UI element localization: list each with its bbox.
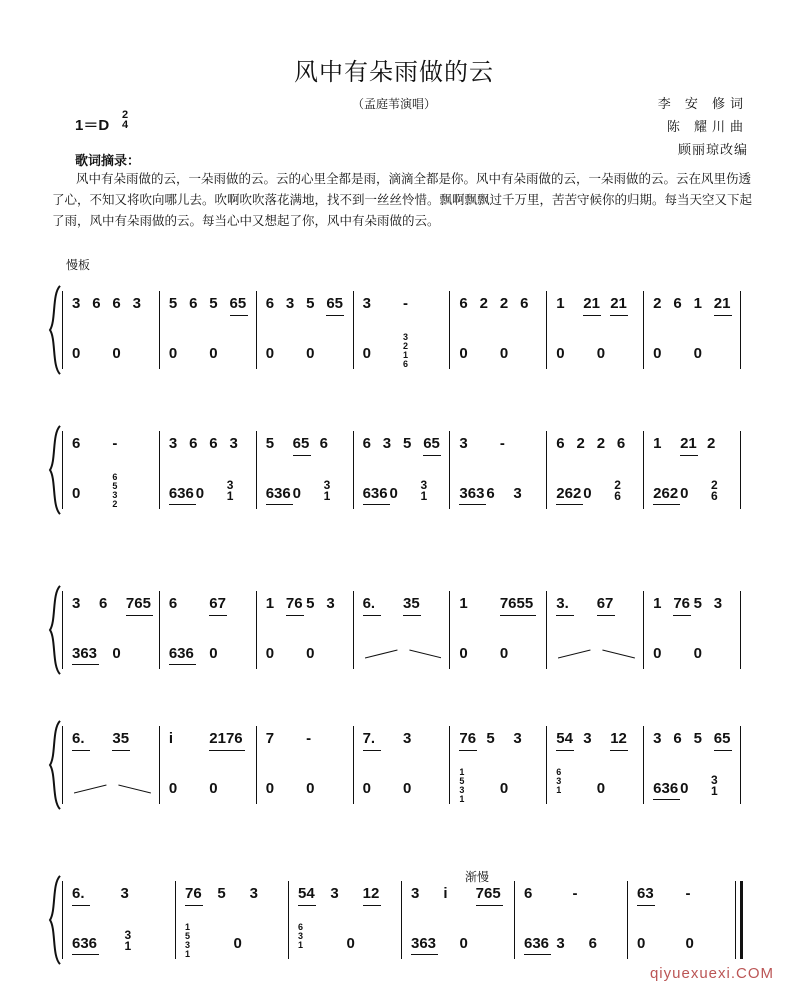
arranger-credit: 顾丽琼改编 bbox=[677, 143, 748, 158]
beam bbox=[286, 615, 304, 616]
top-note: 5 bbox=[693, 730, 702, 747]
bottom-note: 0 bbox=[292, 485, 301, 502]
chord-stack: 1 5 3 1 bbox=[185, 922, 191, 959]
beam bbox=[597, 615, 615, 616]
key-signature: 1＝D bbox=[75, 117, 110, 134]
barline bbox=[546, 591, 547, 669]
barline bbox=[288, 881, 289, 959]
top-note: 12 bbox=[362, 885, 380, 902]
bottom-note: 363 bbox=[411, 935, 437, 952]
bottom-note: 0 bbox=[72, 345, 81, 362]
barline bbox=[353, 291, 354, 369]
top-note: 7 bbox=[265, 730, 275, 747]
beam bbox=[459, 504, 486, 505]
top-note: 6 bbox=[524, 885, 533, 902]
top-note: 21 bbox=[713, 295, 731, 312]
bottom-note: 0 bbox=[459, 345, 468, 362]
top-note: 6 bbox=[92, 295, 101, 312]
top-note: 3 bbox=[653, 730, 662, 747]
composer-credit: 陈 耀川曲 bbox=[666, 120, 748, 135]
top-note: 65 bbox=[229, 295, 247, 312]
beam bbox=[230, 315, 248, 316]
top-note: 1 bbox=[693, 295, 702, 312]
bottom-note: 0 bbox=[209, 345, 218, 362]
bottom-note: 0 bbox=[112, 345, 121, 362]
beam bbox=[293, 455, 311, 456]
bottom-note: 0 bbox=[653, 645, 662, 662]
bottom-note: 3 bbox=[556, 935, 565, 952]
bottom-note: 0 bbox=[306, 645, 315, 662]
top-note: 35 bbox=[403, 595, 420, 612]
top-note: 6 bbox=[556, 435, 565, 452]
barline bbox=[159, 726, 160, 804]
score-system bbox=[48, 285, 748, 375]
bottom-note: 636 bbox=[168, 485, 194, 502]
top-note: 67 bbox=[596, 595, 614, 612]
bottom-note: 0 bbox=[459, 645, 468, 662]
top-note: 6. bbox=[72, 885, 85, 902]
beam bbox=[476, 905, 503, 906]
top-note: 6 bbox=[319, 435, 328, 452]
bottom-note: 0 bbox=[499, 345, 509, 362]
beam bbox=[583, 315, 601, 316]
bottom-note: 0 bbox=[403, 780, 412, 797]
lyrics-excerpt: 风中有朵雨做的云，一朵雨做的云。云的心里全都是雨，滴滴全都是你。风中有朵雨做的云，一朵雨做的云。云在风里伤透了心，不知又将吹向哪儿去。吹啊吹吹落花满地，找不到一丝丝怜惜。飘啊飘飘过千万里，苦苦守候你的归期。每当天空又下起了雨，风中有朵雨做的云。每当心中又想起了你，风中有朵雨做的云。 bbox=[52, 171, 753, 228]
score-system bbox=[48, 875, 748, 965]
bottom-note: 0 bbox=[306, 345, 315, 362]
beam bbox=[72, 750, 90, 751]
bottom-note: 636 bbox=[653, 780, 679, 797]
bottom-note: 0 bbox=[685, 935, 694, 952]
top-note: 65 bbox=[292, 435, 310, 452]
beam bbox=[459, 750, 477, 751]
bottom-note: 0 bbox=[499, 780, 509, 797]
beam bbox=[637, 905, 655, 906]
beam bbox=[423, 455, 441, 456]
bottom-note: 0 bbox=[653, 345, 662, 362]
watermark: qiyuexuexi.COM bbox=[649, 965, 774, 982]
beam bbox=[363, 905, 381, 906]
beam bbox=[209, 750, 245, 751]
top-note: 3 bbox=[713, 595, 723, 612]
barline bbox=[643, 726, 644, 804]
bottom-note: 0 bbox=[637, 935, 646, 952]
top-note: 6 bbox=[209, 435, 218, 452]
top-note: 3 bbox=[72, 295, 81, 312]
top-note: 6 bbox=[520, 295, 529, 312]
top-note: 765 bbox=[125, 595, 151, 612]
beam bbox=[363, 750, 381, 751]
beam bbox=[72, 664, 99, 665]
score-system bbox=[48, 425, 748, 515]
barline bbox=[159, 431, 160, 509]
bottom-note: 636 bbox=[265, 485, 291, 502]
bottom-note: 0 bbox=[72, 485, 81, 502]
top-note: - bbox=[572, 885, 578, 902]
beam bbox=[714, 750, 732, 751]
barline bbox=[256, 591, 257, 669]
beam bbox=[411, 954, 438, 955]
bottom-note: 0 bbox=[389, 485, 398, 502]
brace bbox=[48, 875, 62, 965]
barline bbox=[546, 726, 547, 804]
beam bbox=[714, 315, 732, 316]
bottom-note: 0 bbox=[596, 345, 606, 362]
top-note: 3 bbox=[168, 435, 178, 452]
top-note: 2 bbox=[576, 435, 585, 452]
beam bbox=[653, 504, 680, 505]
beam bbox=[556, 615, 574, 616]
brace bbox=[48, 720, 62, 810]
top-note: 65 bbox=[713, 730, 731, 747]
top-note: 1 bbox=[459, 595, 468, 612]
top-note: - bbox=[685, 885, 691, 902]
barline bbox=[643, 431, 644, 509]
top-note: 2 bbox=[499, 295, 509, 312]
top-note: 5 bbox=[403, 435, 412, 452]
top-note: i bbox=[168, 730, 174, 747]
top-note: 76 bbox=[673, 595, 691, 612]
top-note: 3 bbox=[459, 435, 468, 452]
top-note: 7. bbox=[362, 730, 376, 747]
barline bbox=[353, 726, 354, 804]
chord-stack: 3 1 bbox=[226, 478, 234, 503]
barline bbox=[401, 881, 402, 959]
barline bbox=[62, 291, 63, 369]
barline bbox=[62, 591, 63, 669]
top-note: 1 bbox=[653, 595, 662, 612]
top-note: 21 bbox=[680, 435, 697, 452]
top-note: 3 bbox=[72, 595, 81, 612]
top-note: 6 bbox=[168, 595, 178, 612]
chord-stack: 3 1 bbox=[711, 773, 718, 798]
glissando-mark bbox=[558, 645, 635, 664]
bottom-note: 0 bbox=[112, 645, 121, 662]
barline bbox=[159, 591, 160, 669]
top-note: 6 bbox=[189, 295, 198, 312]
time-signature: 2 4 bbox=[122, 109, 129, 131]
score-system bbox=[48, 720, 748, 810]
top-note: 54 bbox=[298, 885, 315, 902]
top-note: 3 bbox=[285, 295, 295, 312]
barline bbox=[546, 431, 547, 509]
beam bbox=[610, 315, 628, 316]
score-system bbox=[48, 585, 748, 675]
bottom-note: 363 bbox=[72, 645, 98, 662]
chord-stack: 6 3 1 bbox=[298, 922, 304, 950]
top-note: 35 bbox=[112, 730, 130, 747]
top-note: 3 bbox=[330, 885, 339, 902]
bottom-note: 0 bbox=[306, 780, 315, 797]
top-note: 5 bbox=[306, 595, 315, 612]
top-note: 67 bbox=[209, 595, 226, 612]
bottom-note: 0 bbox=[693, 345, 702, 362]
top-note: 765 bbox=[475, 885, 501, 902]
top-note: 6. bbox=[362, 595, 376, 612]
barline bbox=[546, 291, 547, 369]
top-note: 6 bbox=[98, 595, 108, 612]
chord-stack: 6 3 1 bbox=[556, 767, 562, 795]
bottom-note: 0 bbox=[693, 645, 702, 662]
top-note: 3 bbox=[326, 595, 335, 612]
page-subtitle: （孟庭苇演唱） bbox=[351, 97, 436, 111]
bottom-note: 0 bbox=[583, 485, 592, 502]
barline bbox=[740, 291, 741, 369]
chord-stack: 6 5 3 2 bbox=[112, 472, 118, 509]
top-note: 1 bbox=[556, 295, 565, 312]
top-note: 54 bbox=[556, 730, 573, 747]
top-note: 12 bbox=[610, 730, 627, 747]
top-note: 5 bbox=[306, 295, 315, 312]
barline bbox=[256, 431, 257, 509]
top-note: - bbox=[403, 295, 408, 312]
top-note: 5 bbox=[486, 730, 495, 747]
barline bbox=[643, 291, 644, 369]
bottom-note: 0 bbox=[265, 345, 275, 362]
top-note: 76 bbox=[185, 885, 202, 902]
top-note: 65 bbox=[423, 435, 440, 452]
top-note: 3 bbox=[382, 435, 392, 452]
beam bbox=[500, 615, 536, 616]
bottom-note: 0 bbox=[346, 935, 355, 952]
beam bbox=[266, 504, 293, 505]
barline bbox=[740, 881, 743, 959]
beam bbox=[403, 615, 421, 616]
bottom-note: 262 bbox=[556, 485, 582, 502]
chord-stack: 2 6 bbox=[614, 478, 621, 503]
barline bbox=[643, 591, 644, 669]
barline bbox=[256, 291, 257, 369]
bottom-note: 636 bbox=[524, 935, 550, 952]
bottom-note: 0 bbox=[596, 780, 606, 797]
bottom-note: 0 bbox=[680, 485, 689, 502]
top-note: 5 bbox=[168, 295, 178, 312]
barline bbox=[740, 591, 741, 669]
bottom-note: 363 bbox=[459, 485, 485, 502]
top-note: 5 bbox=[209, 295, 218, 312]
beam bbox=[556, 750, 574, 751]
barline bbox=[735, 881, 736, 959]
page-title: 风中有朵雨做的云 bbox=[294, 58, 494, 86]
top-note: 6 bbox=[616, 435, 626, 452]
top-note: 6 bbox=[673, 730, 682, 747]
barline bbox=[449, 431, 450, 509]
barline bbox=[353, 431, 354, 509]
bottom-note: 0 bbox=[459, 935, 468, 952]
bottom-note: 0 bbox=[680, 780, 689, 797]
top-note: 6 bbox=[459, 295, 468, 312]
beam bbox=[524, 954, 551, 955]
top-note: 3 bbox=[120, 885, 129, 902]
bottom-note: 0 bbox=[195, 485, 205, 502]
bottom-note: 0 bbox=[362, 780, 371, 797]
bottom-note: 0 bbox=[499, 645, 509, 662]
bottom-note: 636 bbox=[72, 935, 98, 952]
bottom-note: 262 bbox=[653, 485, 679, 502]
tempo-marking-ritardando: 渐慢 bbox=[465, 870, 490, 884]
beam bbox=[112, 750, 130, 751]
brace bbox=[48, 285, 62, 375]
chord-stack: 3 2 1 6 bbox=[403, 332, 409, 369]
chord-stack: 3 1 bbox=[124, 928, 132, 953]
top-note: 3 bbox=[362, 295, 371, 312]
lyrics-heading: 歌词摘录： bbox=[75, 154, 141, 169]
top-note: 65 bbox=[326, 295, 344, 312]
beam bbox=[680, 455, 698, 456]
top-note: 3 bbox=[411, 885, 420, 902]
bottom-note: 0 bbox=[362, 345, 371, 362]
bottom-note: 6 bbox=[486, 485, 495, 502]
brace bbox=[48, 425, 62, 515]
barline bbox=[514, 881, 515, 959]
beam bbox=[653, 799, 680, 800]
top-note: 6. bbox=[72, 730, 85, 747]
chord-stack: 1 5 3 1 bbox=[459, 767, 465, 804]
top-note: 2 bbox=[479, 295, 488, 312]
top-note: 5 bbox=[217, 885, 226, 902]
top-note: 6 bbox=[265, 295, 275, 312]
glissando-mark bbox=[74, 780, 151, 799]
beam bbox=[326, 315, 344, 316]
top-note: 2176 bbox=[209, 730, 243, 747]
top-note: 3. bbox=[556, 595, 569, 612]
top-note: 3 bbox=[403, 730, 412, 747]
beam bbox=[363, 504, 390, 505]
bottom-note: 636 bbox=[362, 485, 388, 502]
beam bbox=[169, 664, 196, 665]
chord-stack: 3 1 bbox=[420, 478, 428, 503]
top-note: - bbox=[499, 435, 505, 452]
top-note: 1 bbox=[653, 435, 662, 452]
glissando-mark bbox=[365, 645, 442, 664]
barline bbox=[62, 881, 63, 959]
barline bbox=[353, 591, 354, 669]
lyricist-credit: 李 安 修词 bbox=[657, 97, 748, 112]
top-note: 3 bbox=[513, 730, 522, 747]
bottom-note: 0 bbox=[209, 780, 218, 797]
bottom-note: 0 bbox=[168, 345, 178, 362]
top-note: 6 bbox=[112, 295, 121, 312]
top-note: 3 bbox=[132, 295, 141, 312]
bottom-note: 0 bbox=[209, 645, 218, 662]
chord-stack: 3 1 bbox=[323, 478, 331, 503]
barline bbox=[740, 431, 741, 509]
top-note: 6 bbox=[362, 435, 371, 452]
top-note: - bbox=[306, 730, 312, 747]
beam bbox=[72, 954, 99, 955]
barline bbox=[62, 726, 63, 804]
bottom-note: 0 bbox=[168, 780, 178, 797]
bottom-note: 6 bbox=[588, 935, 597, 952]
top-note: 21 bbox=[610, 295, 627, 312]
beam bbox=[298, 905, 316, 906]
top-note: - bbox=[112, 435, 118, 452]
top-note: 1 bbox=[265, 595, 275, 612]
bottom-note: 0 bbox=[556, 345, 565, 362]
top-note: 3 bbox=[229, 435, 238, 452]
tempo-marking: 慢板 bbox=[66, 258, 91, 272]
barline bbox=[256, 726, 257, 804]
beam bbox=[126, 615, 153, 616]
barline bbox=[449, 726, 450, 804]
top-note: 2 bbox=[707, 435, 716, 452]
barline bbox=[159, 291, 160, 369]
barline bbox=[740, 726, 741, 804]
beam bbox=[556, 504, 583, 505]
top-note: 21 bbox=[583, 295, 600, 312]
top-note: 6 bbox=[72, 435, 81, 452]
top-note: 2 bbox=[653, 295, 662, 312]
barline bbox=[62, 431, 63, 509]
bottom-note: 3 bbox=[513, 485, 522, 502]
beam bbox=[673, 615, 691, 616]
top-note: 5 bbox=[693, 595, 702, 612]
beam bbox=[185, 905, 203, 906]
beam bbox=[72, 905, 90, 906]
beam bbox=[209, 615, 227, 616]
beam bbox=[169, 504, 196, 505]
beam bbox=[363, 615, 381, 616]
top-note: 3 bbox=[583, 730, 592, 747]
top-note: 6 bbox=[673, 295, 682, 312]
barline bbox=[449, 291, 450, 369]
bottom-note: 0 bbox=[265, 645, 275, 662]
top-note: 2 bbox=[596, 435, 606, 452]
beam bbox=[610, 750, 628, 751]
bottom-note: 0 bbox=[233, 935, 242, 952]
top-note: 63 bbox=[637, 885, 654, 902]
top-note: 7655 bbox=[499, 595, 534, 612]
barline bbox=[175, 881, 176, 959]
barline bbox=[449, 591, 450, 669]
top-note: 6 bbox=[189, 435, 198, 452]
top-note: 3 bbox=[249, 885, 258, 902]
chord-stack: 2 6 bbox=[711, 478, 718, 503]
top-note: 76 bbox=[459, 730, 477, 747]
bottom-note: 636 bbox=[168, 645, 194, 662]
bottom-note: 0 bbox=[265, 780, 275, 797]
top-note: 5 bbox=[265, 435, 275, 452]
top-note: i bbox=[443, 885, 448, 902]
brace bbox=[48, 585, 62, 675]
top-note: 76 bbox=[285, 595, 303, 612]
barline bbox=[627, 881, 628, 959]
